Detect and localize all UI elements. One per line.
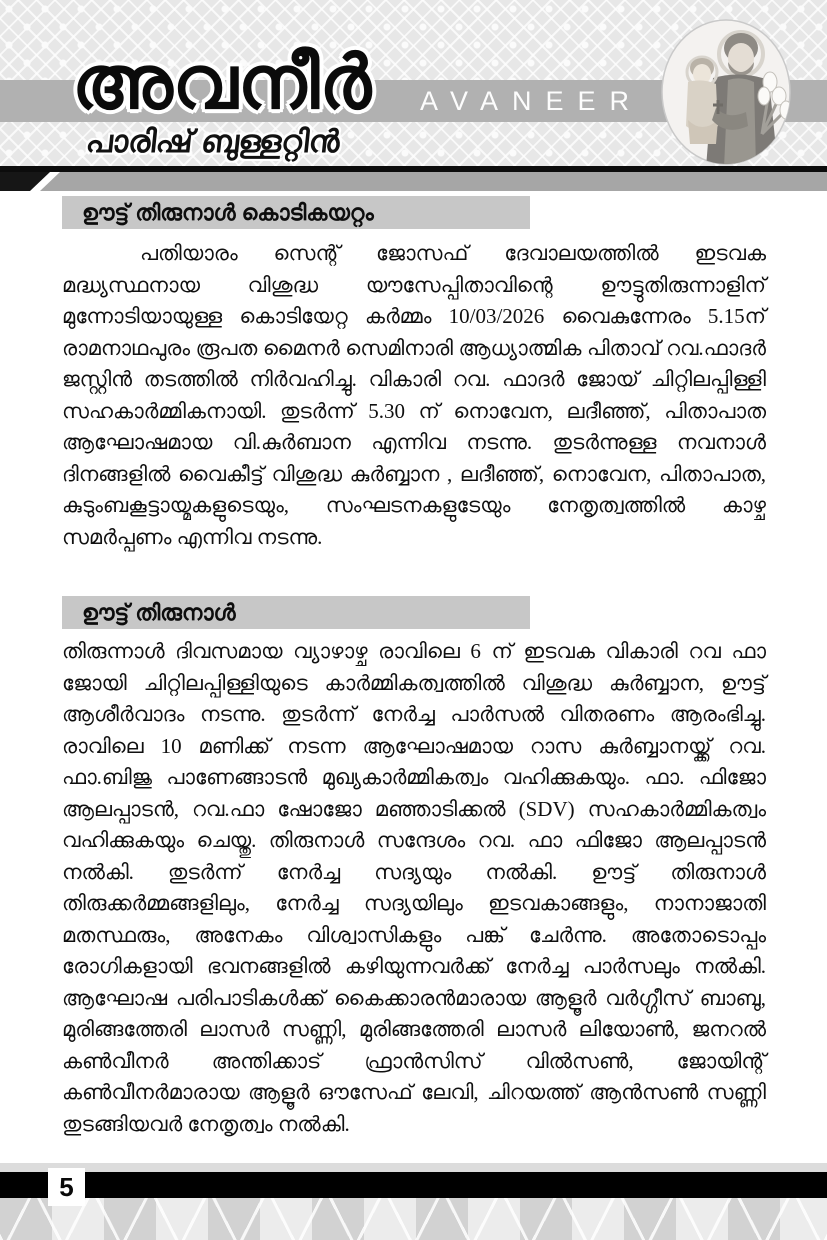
st-joseph-child-jesus-icon (658, 16, 794, 168)
bulletin-title-latin: AVANEER (420, 86, 644, 116)
divider-band (0, 172, 827, 191)
section-heading-oottu-thirunal: ഊട്ട് തിരുനാൾ (62, 596, 530, 629)
footer-decorative-pattern (0, 1198, 827, 1240)
divider-gray-stripe (0, 172, 827, 191)
section-body-oottu-thirunal: തിരുന്നാൾ ദിവസമായ വ്യാഴാഴ്ച രാവിലെ 6 ന് ഇടവക വികാരി റവ ഫാ ജോയി ചിറ്റിലപ്പിള്ളിയുടെ കാർമ്മികത്വത്തിൽ വിശുദ്ധ കുർബ്ബാന, ഊട്ട് ആശീർവാദം നടന്നു. തുടർന്ന് നേർച്ച പാർസൽ വിതരണം ആരംഭിച്ചു. രാവിലെ 10 മണിക്ക് നടന്ന ആഘോഷമായ റാസ കുർബ്ബാനയ്ക്ക് റവ. ഫാ.ബിജു പാണേങ്ങാടൻ മുഖ്യകാർമ്മികത്വം വഹിക്കുകയും. ഫാ. ഫിജോ ആലപ്പാടൻ, റവ.ഫാ ഷോജോ മഞ്ഞാടിക്കൽ (SDV) സഹകാർമ്മികത്വം വഹിക്കുകയും ചെയ്തു. തിരുനാൾ സന്ദേശം റവ. ഫാ ഫിജോ ആലപ്പാടൻ നൽകി. തുടർന്ന് നേർച്ച സദ്യയും നൽകി. ഊട്ട് തിരുനാൾ തിരുക്കർമ്മങ്ങളിലും, നേർച്ച സദ്യയിലും ഇടവകാങ്ങളും, നാനാജാതി മതസ്ഥരും, അനേകം വിശ്വാസികളും പങ്ക് ചേർന്നു. അതോടൊപ്പം രോഗികളായി ഭവനങ്ങളിൽ കഴിയുന്നവർക്ക് നേർച്ച പാർസലും നൽകി. ആഘോഷ പരിപാടികൾക്ക് കൈക്കാരൻമാരായ ആളൂർ വർഗ്ഗീസ് ബാബു, മുരിങ്ങത്തേരി ലാസർ സണ്ണി, മുരിങ്ങത്തേരി ലാസർ ലിയോൺ, ജനറൽ കൺവീനർ അന്തിക്കാട് ഫ്രാൻസിസ് വിൽസൺ, ജോയിന്റ് കൺവീനർമാരായ ആളൂർ ഔസേഫ് ലേവി, ചിറയത്ത് ആൻസൺ സണ്ണി തുടങ്ങിയവർ നേതൃത്വം നൽകി. (62, 639, 766, 1136)
bulletin-subtitle: പാരിഷ് ബുള്ളറ്റിൻ (84, 124, 342, 159)
section-heading-flag-hoisting: ഊട്ട് തിരുനാൾ കൊടികയറ്റം (62, 196, 530, 229)
footer-black-bar (0, 1172, 827, 1198)
bulletin-title-malayalam: അവനീർ (72, 41, 372, 124)
page-number: 5 (48, 1168, 85, 1206)
section-body-flag-hoisting: പതിയാരം സെന്റ് ജോസഫ് ദേവാലയത്തിൽ ഇടവക മദ്ധ്യസ്ഥനായ വിശുദ്ധ യൗസേപ്പിതാവിന്റെ ഊട്ടുതിരുന്നാളിന് മുന്നോടിയായുള്ള കൊടിയേറ്റ കർമ്മം 10/03/2026 വൈകുന്നേരം 5.15ന് രാമനാഥപുരം രൂപത മൈനർ സെമിനാരി ആധ്യാത്മിക പിതാവ് റവ.ഫാദർ ജസ്റ്റിൻ തടത്തിൽ നിർവഹിച്ചു. വികാരി റവ. ഫാദർ ജോയ് ചിറ്റിലപ്പിള്ളി സഹകാർമ്മികനായി. തുടർന്ന് 5.30 ന് നൊവേന, ലദീഞ്ഞ്, പിതാപാത ആഘോഷമായ വി.കുർബാന എന്നിവ നടന്നു. തുടർന്നുള്ള നവനാൾ ദിനങ്ങളിൽ വൈകീട്ട് വിശുദ്ധ കുർബ്ബാന , ലദീഞ്ഞ്, നൊവേന, പിതാപാത, കുടുംബകൂട്ടായ്മകളുടെയും, സംഘടനകളുടേയും നേതൃത്വത്തിൽ കാഴ്ച സമർപ്പണം എന്നിവ നടന്നു. (62, 241, 766, 549)
footer-light-strip (0, 1163, 827, 1172)
